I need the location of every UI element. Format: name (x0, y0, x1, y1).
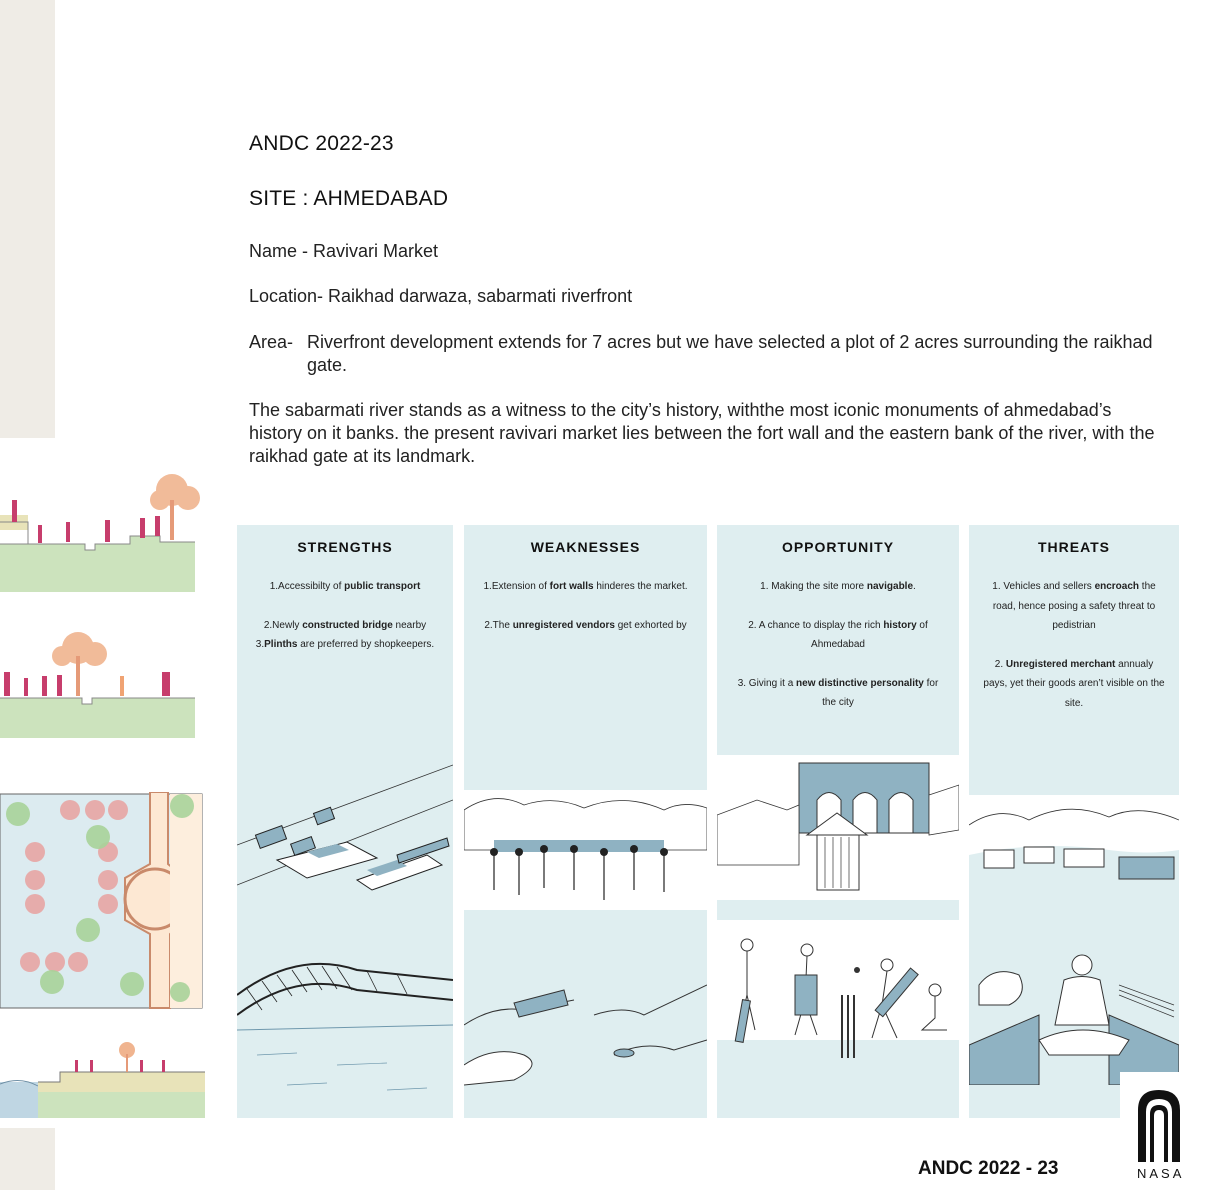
swot-panel-threats (969, 525, 1179, 1118)
threat-1-keyword: encroach (1094, 581, 1140, 592)
panel-title: STRENGTHS (297, 539, 393, 555)
opportunity-2-text-end: of Ahmedabad (811, 619, 928, 650)
site-plan-drawing (0, 792, 205, 1012)
opportunity-3-keyword: new distinctive personality (796, 677, 924, 689)
opportunity-3-text: 3. Giving it a (737, 677, 797, 689)
panel-title: OPPORTUNITY (781, 539, 895, 555)
strength-1-keyword: public transport (344, 581, 421, 592)
site-section-drawing-1 (0, 470, 210, 595)
strength-3-text-end: are preferred by shopkeepers. (297, 639, 435, 650)
strength-2-keyword: constructed bridge (302, 619, 393, 631)
swot-panel-weaknesses (464, 525, 707, 1118)
threat-2-text: 2. (994, 658, 1006, 670)
panel-body (983, 577, 1165, 713)
panel-body (251, 577, 439, 655)
opportunity-2-keyword: history (883, 619, 917, 631)
site-heading: SITE : AHMEDABAD (249, 187, 449, 210)
site-description: The sabarmati river stands as a witness to the city’s history, withthe most iconic monuments of ahmedabad’s history on it banks. the present ravivari market lies between the fort wall and the eastern bank of the river, with the raikhad gate at its landmark. (249, 400, 1155, 466)
left-margin-strip-top (0, 0, 55, 438)
site-name: Name - Ravivari Market (249, 241, 439, 261)
weakness-2-text: 2.The (484, 619, 513, 631)
swot-panel-strengths (237, 525, 453, 1118)
street-merchant-sketch (969, 945, 1179, 1085)
transport-sketch (237, 760, 453, 940)
weakness-2-keyword: unregistered vendors (512, 619, 615, 631)
hands-money-sketch (464, 945, 707, 1118)
opportunity-3-text-end: for the city (822, 677, 939, 708)
site-section-drawing-3 (0, 1036, 210, 1121)
page-title: ANDC 2022-23 (249, 132, 394, 155)
strength-1-text: 1.Accessibilty of (269, 581, 345, 592)
site-location: Location- Raikhad darwaza, sabarmati riverfront (249, 286, 633, 306)
cricket-players-sketch (717, 920, 959, 1118)
weakness-2-text-end: get exhorted by (614, 619, 687, 631)
footer-label: ANDC 2022 - 23 (918, 1158, 1059, 1179)
weakness-1-text-end: hinderes the market. (593, 581, 688, 592)
panel-title: WEAKNESSES (530, 539, 641, 555)
strength-2-text-end: nearby (392, 619, 427, 631)
panel-body (731, 577, 945, 713)
threat-1-text-end: the road, hence posing a safety threat to pedistrian (992, 581, 1156, 631)
opportunity-1-keyword: navigable (866, 581, 914, 592)
traffic-encroachment-sketch (969, 795, 1179, 905)
strength-2-text: 2.Newly (263, 619, 303, 631)
threat-2-keyword: Unregistered merchant (1005, 658, 1116, 670)
area-text: Riverfront development extends for 7 acres but we have selected a plot of 2 acres surrounding the raikhad gate. (307, 332, 1153, 375)
opportunity-1-text-end: . (913, 581, 916, 592)
strength-3-text: 3. (255, 639, 265, 650)
site-section-drawing-2 (0, 620, 210, 745)
fort-wall-crowd-sketch (464, 790, 707, 910)
nasa-logo-text: NASA (1137, 1166, 1185, 1181)
weakness-1-text: 1.Extension of (483, 581, 550, 592)
opportunity-2-text: 2. A chance to display the rich (748, 619, 884, 631)
threat-1-text: 1. Vehicles and sellers (992, 581, 1095, 592)
bridge-sketch (237, 955, 453, 1118)
weakness-1-keyword: fort walls (549, 581, 594, 592)
swot-panel-opportunity (717, 525, 959, 1118)
opportunity-1-text: 1. Making the site more (760, 581, 867, 592)
area-label: Area- (249, 332, 294, 352)
strength-3-keyword: Plinths (264, 639, 298, 650)
threat-2-text-end: annualy pays, yet their goods aren’t visible on the site. (983, 658, 1165, 709)
gate-monument-sketch (717, 755, 959, 900)
panel-title: THREATS (1037, 539, 1111, 555)
left-margin-strip-bottom (0, 1128, 55, 1190)
panel-body (478, 577, 693, 635)
